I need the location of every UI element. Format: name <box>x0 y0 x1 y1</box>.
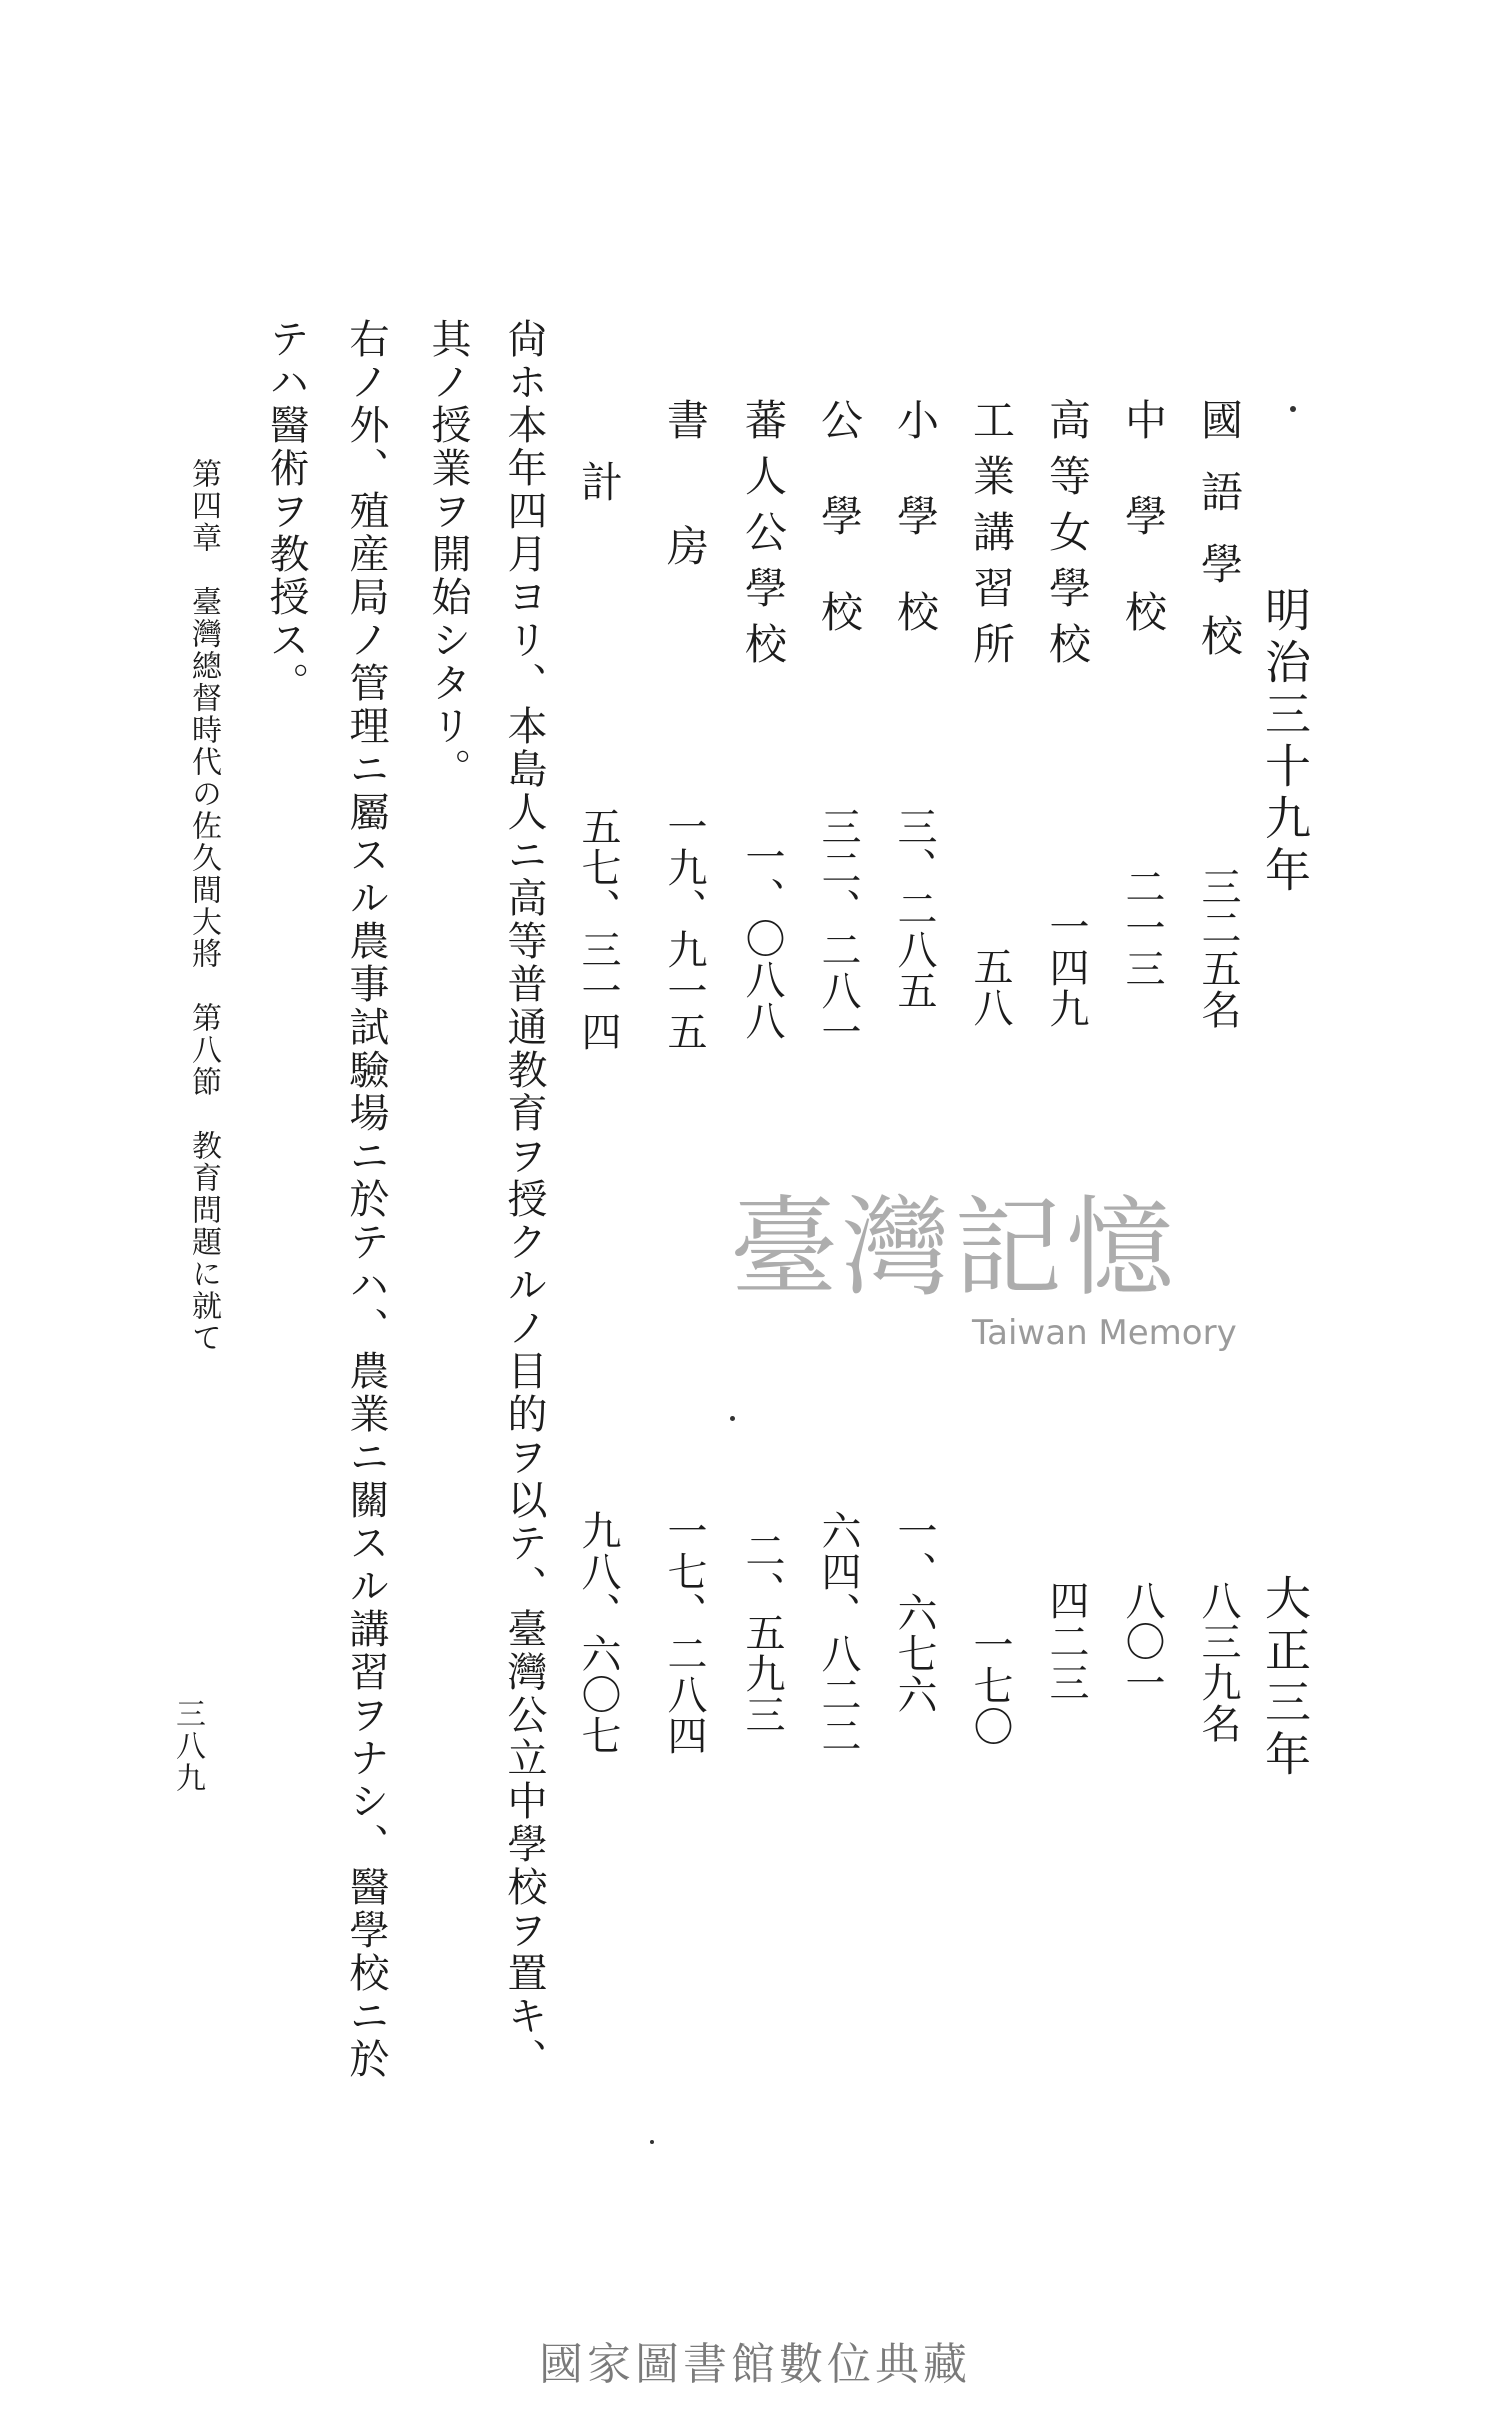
cell-shogakko-meiji39: 三、二八五 <box>891 806 937 1011</box>
header-year-taisho3: 大正三年 <box>1258 1574 1312 1782</box>
cell-kogyo-taisho3: 一七〇 <box>967 1624 1013 1747</box>
scan-speck <box>650 2140 654 2144</box>
taiwan-memory-watermark <box>730 1186 1290 1355</box>
cell-koto-jogakko-meiji39: 一四九 <box>1043 906 1089 1029</box>
cell-shobo-meiji39: 一九、九一五 <box>661 806 707 1052</box>
body-line-1: 尙ホ本年四月ヨリ、本島人ニ高等普通教育ヲ授クルノ目的ヲ以テ、臺灣公立中學校ヲ置キ、 <box>501 318 547 2081</box>
cell-kokugo-taisho3: 八三九名 <box>1195 1580 1241 1744</box>
row-label-total: 計 <box>575 460 624 502</box>
cell-total-meiji39: 五七、三一四 <box>575 806 621 1052</box>
row-label-kogakko: 公學校 <box>815 398 864 686</box>
cell-total-taisho3: 九八、六〇七 <box>575 1510 621 1756</box>
cell-chugakko-taisho3: 八〇一 <box>1119 1580 1165 1703</box>
body-line-4: テハ醫術ヲ教授ス。 <box>263 318 309 705</box>
cell-shogakko-taisho3: 一、六七六 <box>891 1510 937 1715</box>
row-label-koto-jogakko: 高等女學校 <box>1043 398 1092 678</box>
header-year-meiji39: 明治三十九年 <box>1258 586 1312 898</box>
row-label-kogyo-koshujo: 工業講習所 <box>967 398 1016 678</box>
cell-kogakko-taisho3: 六四、八二二 <box>815 1510 861 1756</box>
header-dot-mark <box>1290 406 1296 412</box>
watermark-sub-text: Taiwan Memory <box>972 1313 1237 1353</box>
page-number: 三八九 <box>170 1698 205 1794</box>
row-label-shobo: 書 房 <box>661 398 710 566</box>
scan-speck <box>730 1416 735 1421</box>
row-label-shogakko: 小學校 <box>891 398 940 686</box>
cell-koto-jogakko-taisho3: 四二三 <box>1043 1580 1089 1703</box>
library-footer: 國家圖書館數位典藏 <box>539 2339 971 2390</box>
running-footer: 第四章 臺灣總督時代の佐久間大將 第八節 教育問題に就て <box>186 458 221 1354</box>
row-label-chugakko: 中學校 <box>1119 398 1168 686</box>
cell-kogyo-meiji39: 五八 <box>967 946 1013 1028</box>
cell-kokugo-meiji39: 三二五名 <box>1195 866 1241 1030</box>
body-line-2: 其ノ授業ヲ開始シタリ。 <box>425 318 471 791</box>
cell-kogakko-meiji39: 三二、二八一 <box>815 806 861 1052</box>
cell-banjin-taisho3: 二、五九三 <box>739 1530 785 1735</box>
watermark-main-text: 臺灣記憶 <box>730 1186 1179 1311</box>
cell-chugakko-meiji39: 二一三 <box>1119 866 1165 989</box>
body-line-3: 右ノ外、殖産局ノ管理ニ屬スル農事試驗場ニ於テハ、農業ニ關スル講習ヲナシ、醫學校ニ於 <box>343 318 389 2081</box>
cell-shobo-taisho3: 一七、二八四 <box>661 1510 707 1756</box>
row-label-kokugo: 國語學校 <box>1195 398 1244 686</box>
row-label-banjin-kogakko: 蕃人公學校 <box>739 398 788 678</box>
cell-banjin-meiji39: 一、〇八八 <box>739 836 785 1041</box>
